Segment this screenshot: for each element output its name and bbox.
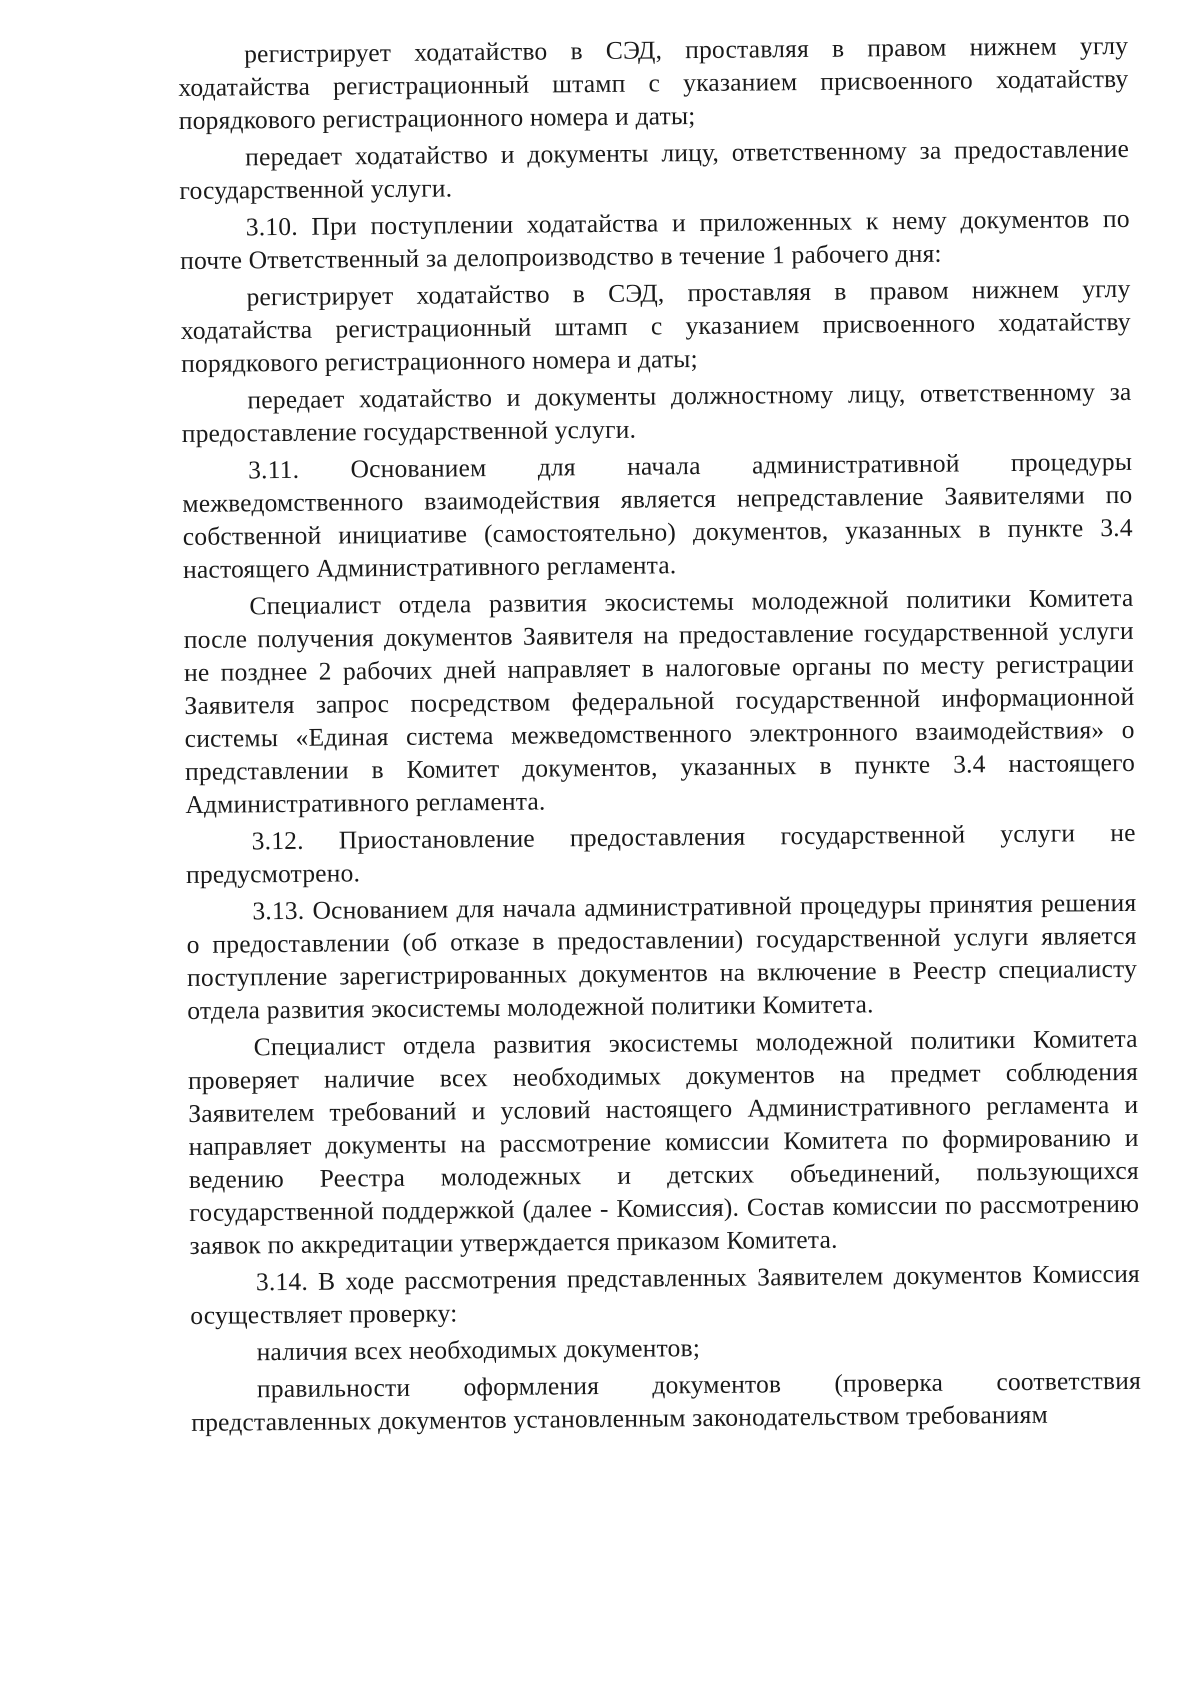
- paragraph-check-completeness: наличия всех необходимых документов;: [256, 1333, 701, 1367]
- paragraph-clause-3-10: 3.10. При поступлении ходатайства и приложенных к нему документов по почте Ответственный за делопроизводство в течение 1 рабочего дня:: [179, 203, 1130, 275]
- paragraph-transfer-documents-1: передает ходатайство и документы лицу, ответственному за предоставление государственной услуги.: [179, 133, 1130, 205]
- paragraph-clause-3-11: 3.11. Основанием для начала административной процедуры межведомственного взаимодействия является непредставление Заявителями по собственной инициативе (самостоятельно) документов, указанных в пункте 3.4 настоящего Административного регламента.: [182, 446, 1133, 584]
- paragraph-specialist-request: Специалист отдела развития экосистемы молодежной политики Комитета после получения документов Заявителя на предоставление государственной услуги не позднее 2 рабочих дней направляет в налоговые органы по месту регистрации Заявителя запрос посредством федеральной государственной информационной системы «Единая система межведомственного электронного взаимодействия» о представлении в Комитет документов, указанных в пункте 3.4 настоящего Административного регламента.: [183, 582, 1136, 819]
- paragraph-clause-3-13: 3.13. Основанием для начала административной процедуры принятия решения о предоставлении (об отказе в предоставлении) государственной услуги является поступление зарегистрированных документов на включение в Реестр специалисту отдела развития экосистемы молодежной политики Комитета.: [186, 887, 1138, 1025]
- paragraph-specialist-check: Специалист отдела развития экосистемы молодежной политики Комитета проверяет наличие всех необходимых документов на предмет соблюдения Заявителем требований и условий настоящего Административного регламента и направляет документы на рассмотрение комиссии Комитета по формированию и ведению Реестра молодежных и детских объединений, пользующихся государственной поддержкой (далее - Комиссия). Состав комиссии по рассмотрению заявок по аккредитации утверждается приказом Комитета.: [187, 1023, 1140, 1260]
- document-body: [178, 29, 1141, 1443]
- paragraph-register-sed-1: регистрирует ходатайство в СЭД, проставляя в правом нижнем углу ходатайства регистрационный штамп с указанием присвоенного ходатайству порядкового регистрационного номера и даты;: [178, 30, 1129, 135]
- paragraph-clause-3-14: 3.14. В ходе рассмотрения представленных Заявителем документов Комиссия осуществляет проверку:: [190, 1258, 1141, 1330]
- paragraph-transfer-documents-2: передает ходатайство и документы должностному лицу, ответственному за предоставление государственной услуги.: [181, 376, 1132, 448]
- paragraph-check-formatting: правильности оформления документов (проверка соответствия представленных документов установленным законодательством требованиям: [191, 1365, 1142, 1437]
- paragraph-clause-3-12: 3.12. Приостановление предоставления государственной услуги не предусмотрено.: [185, 817, 1136, 889]
- paragraph-register-sed-2: регистрирует ходатайство в СЭД, проставляя в правом нижнем углу ходатайства регистрационный штамп с указанием присвоенного ходатайству порядкового регистрационного номера и даты;: [180, 273, 1131, 378]
